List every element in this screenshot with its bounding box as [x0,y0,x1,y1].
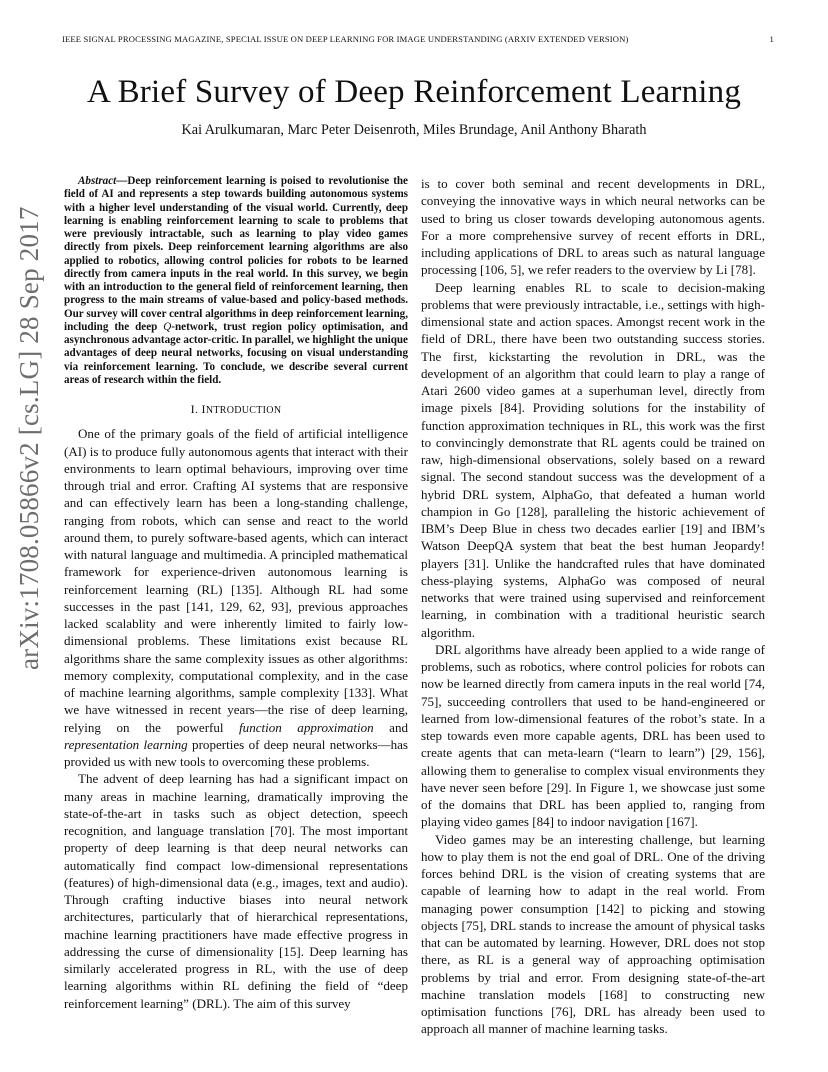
arxiv-stamp: arXiv:1708.05866v2 [cs.LG] 28 Sep 2017 [14,206,44,670]
intro-paragraph-5: Video games may be an interesting challenge, but learning how to play them is not the end goal of DRL. One of the driving forces behind DRL is the vision of creating systems that are capable of learning how to adapt in the real world. From managing power consumption [142] to picking and stowing objects [75], DRL stands to increase the amount of physical tasks that can be automated by learning. However, DRL does not stop there, as RL is a general way of approaching optimisation problems by trial and error. From designing state-of-the-art machine translation models [168] to constructing new optimisation functions [76], DRL has already been used to approach all manner of machine learning tasks. [421,831,765,1037]
abstract-label: Abstract [78,175,117,187]
page-number: 1 [769,34,774,44]
intro-p1-text-a: One of the primary goals of the field of artificial intelligence (AI) is to produce fully autonomous agents that interact with their environments to learn optimal behaviours, improving over time through trial and error. Crafting AI systems that are responsive and can effectively learn has been a long-standing challenge, ranging from robots, which can sense and react to the world around them, to purely software-based agents, which can interact with natural language and multimedia. A principled mathematical framework for experience-driven autonomous learning is reinforcement learning (RL) [135]. Although RL had some successes in the past [141, 129, 62, 93], previous approaches lacked scalablity and were inherently limited to fairly low-dimensional problems. These limitations exist because RL algorithms share the same complexity issues as other algorithms: memory complexity, computational complexity, and in the case of machine learning algorithms, sample complexity [133]. What we have witnessed in recent years—the rise of deep learning, relying on the powerful [64,426,408,735]
section-heading-introduction [64,401,408,419]
intro-p1-emphasis-1: function approximation [239,719,374,735]
abstract-q-symbol: Q [163,320,172,333]
author-list: Kai Arulkumaran, Marc Peter Deisenroth, Miles Brundage, Anil Anthony Bharath [181,122,647,138]
abstract [64,175,408,387]
intro-paragraph-3: Deep learning enables RL to scale to decision-making problems that were previously intractable, i.e., settings with high-dimensional state and action spaces. Amongst recent work in the field of DRL, there have been two outstanding success stories. The first, kickstarting the revolution in DRL, was the development of an algorithm that could learn to play a range of Atari 2600 video games at a superhuman level, directly from image pixels [84]. Providing solutions for the instability of function approximation techniques in RL, this work was the first to convincingly demonstrate that RL agents could be trained on raw, high-dimensional observations, solely based on a reward signal. The second standout success was the development of a hybrid DRL system, AlphaGo, that defeated a human world champion in Go [128], paralleling the historic achievement of IBM’s Deep Blue in chess two decades earlier [19] and IBM’s Watson DeepQA system that beat the best human Jeopardy! players [31]. Unlike the handcrafted rules that have dominated chess-playing systems, AlphaGo was composed of neural networks that were trained using supervised and reinforcement learning, in combination with a traditional heuristic search algorithm. [421,279,765,640]
section-title-rest: NTRODUCTION [205,405,282,416]
abstract-text-1: —Deep reinforcement learning is poised to revolutionise the field of AI and represents a step towards building autonomous systems with a higher level understanding of the visual world. Currently, deep learning is enabling reinforcement learning to scale to problems that were previously intractable, such as learning to play video games directly from pixels. Deep reinforcement learning algorithms are also applied to robotics, allowing control policies for robots to be learned directly from camera inputs in the real world. In this survey, we begin with an introduction to the general field of reinforcement learning, then progress to the main streams of value-based and policy-based methods. Our survey will cover central algorithms in deep reinforcement learning, including the deep [64,175,408,333]
left-column [64,175,408,1012]
intro-paragraph-1 [64,425,408,770]
running-head-text: IEEE SIGNAL PROCESSING MAGAZINE, SPECIAL ISSUE ON DEEP LEARNING FOR IMAGE UNDERSTANDING (ARXIV EXTENDED VERSION) [62,34,629,44]
abstract-text-2: -network, trust region policy optimisation, and asynchronous advantage actor-critic. In parallel, we highlight the unique advantages of deep neural networks, focusing on visual understanding via reinforcement learning. To conclude, we describe several current areas of research within the field. [64,320,408,386]
intro-paragraph-2: The advent of deep learning has had a significant impact on many areas in machine learning, dramatically improving the state-of-the-art in tasks such as object detection, speech recognition, and language translation [70]. The most important property of deep learning is that deep neural networks can automatically find compact low-dimensional representations (features) of high-dimensional data (e.g., images, text and audio). Through crafting inductive biases into neural network architectures, particularly that of hierarchical representations, machine learning practitioners have made effective progress in addressing the curse of dimensionality [15]. Deep learning has similarly accelerated progress in RL, with the use of deep learning algorithms within RL defining the field of “deep reinforcement learning” (DRL). The aim of this survey [64,771,408,1011]
intro-paragraph-2-continued: is to cover both seminal and recent developments in DRL, conveying the innovative ways in which neural networks can be used to bring us closer towards developing autonomous agents. For a more comprehensive survey of recent efforts in DRL, including applications of DRL to areas such as natural language processing [106, 5], we refer readers to the overview by Li [78]. [421,176,765,278]
running-head [62,34,774,44]
intro-p1-text-c: properties of deep neural networks—has provided us with new tools to overcoming these problems. [64,736,408,769]
right-column [421,175,765,1038]
paper-title: A Brief Survey of Deep Reinforcement Learning [86,74,742,110]
intro-paragraph-4: DRL algorithms have already been applied to a wide range of problems, such as robotics, where control policies for robots can now be learned directly from camera inputs in the real world [74, 75], succeeding controllers that used to be hand-engineered or learned from low-dimensional features of the robot’s state. In a step towards even more capable agents, DRL has been used to create agents that can meta-learn (“learn to learn”) [29, 156], allowing them to generalise to complex visual environments they have never seen before [29]. In Figure 1, we showcase just some of the domains that DRL has been applied to, ranging from playing video games [84] to indoor navigation [167]. [421,641,765,830]
section-numeral: I. [190,402,202,416]
intro-p1-text-b: and [373,719,408,735]
intro-p1-emphasis-2: representation learning [64,736,188,752]
section-title-initial: I [201,402,206,416]
